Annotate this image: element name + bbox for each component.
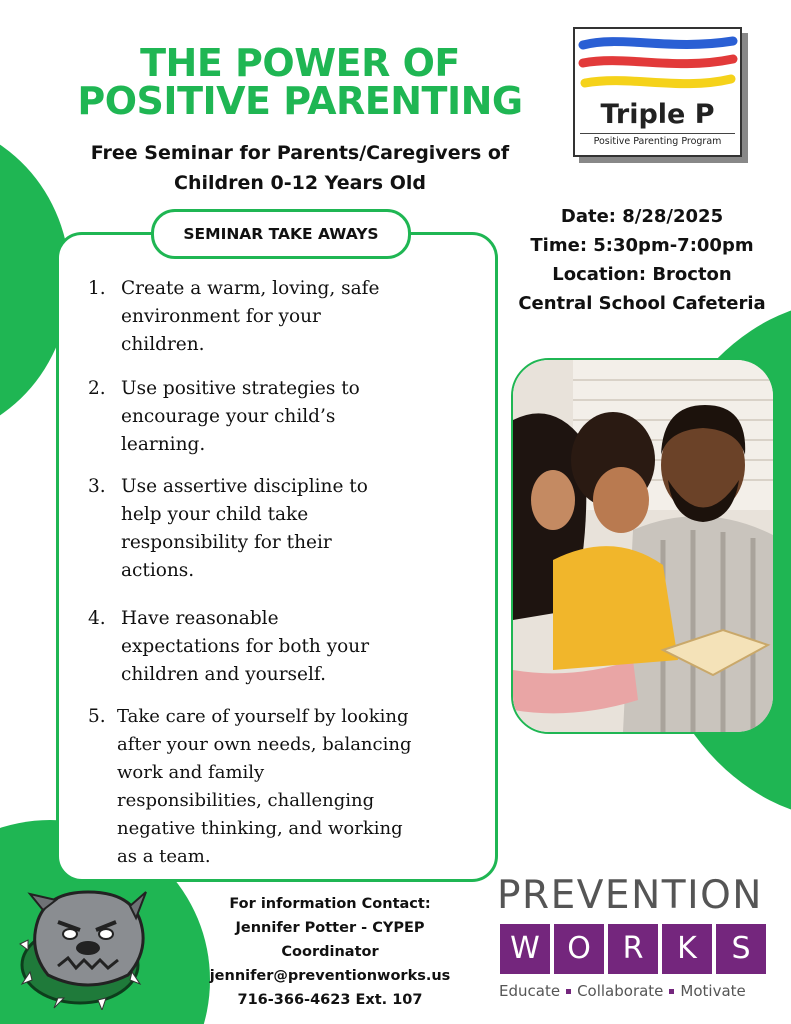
takeaway-line: Create a warm, loving, safe — [121, 278, 380, 299]
takeaway-line: Use positive strategies to — [121, 378, 360, 399]
works-letter: W — [500, 924, 550, 974]
contact-phone: 716-366-4623 Ext. 107 — [237, 992, 423, 1008]
takeaway-number: 3. — [88, 476, 106, 497]
takeaway-line: learning. — [121, 434, 206, 455]
takeaway-line: help your child take — [121, 504, 309, 525]
family-reading-photo — [511, 358, 775, 734]
takeaway-item — [88, 473, 478, 588]
title-line-2: POSITIVE PARENTING — [77, 79, 523, 123]
title-line-1: THE POWER OF — [140, 41, 460, 85]
bullet-icon — [566, 989, 571, 994]
logo-name: Triple P — [600, 99, 715, 130]
takeaway-line: Use assertive discipline to — [121, 476, 368, 497]
takeaway-number: 4. — [88, 608, 106, 629]
contact-info — [205, 892, 455, 1012]
event-date: Date: 8/28/2025 — [560, 206, 724, 227]
takeaway-item — [88, 275, 478, 365]
color-stripes-icon — [575, 29, 740, 99]
takeaway-line: negative thinking, and working — [117, 818, 403, 839]
contact-name: Jennifer Potter - CYPEP — [235, 920, 425, 936]
takeaways-heading: SEMINAR TAKE AWAYS — [151, 209, 411, 259]
takeaway-line: environment for your — [121, 306, 321, 327]
event-location-line-1: Location: Brocton — [552, 264, 732, 285]
event-time: Time: 5:30pm-7:00pm — [530, 235, 754, 256]
takeaway-item — [88, 375, 478, 465]
tagline-word: Motivate — [680, 982, 746, 1000]
takeaway-line: encourage your child’s — [121, 406, 336, 427]
subtitle-line-1: Free Seminar for Parents/Caregivers of — [90, 142, 510, 164]
bullet-icon — [669, 989, 674, 994]
triple-p-logo — [573, 27, 742, 157]
takeaway-line: work and family — [117, 762, 265, 783]
yellow-stripe — [585, 79, 731, 84]
takeaway-number: 2. — [88, 378, 106, 399]
event-details — [500, 202, 784, 318]
family-photo-illustration — [513, 360, 773, 732]
bulldog-icon — [18, 880, 168, 1010]
takeaway-number: 1. — [88, 278, 106, 299]
subtitle-line-2: Children 0-12 Years Old — [174, 172, 426, 194]
contact-email[interactable]: jennifer@preventionworks.us — [209, 968, 451, 984]
flyer-subtitle — [60, 138, 540, 198]
right-eye — [99, 929, 113, 939]
tagline-word: Educate — [499, 982, 561, 1000]
red-stripe — [583, 59, 733, 64]
takeaway-item — [88, 605, 478, 695]
mother-face — [531, 470, 575, 530]
takeaway-line: children. — [121, 334, 205, 355]
takeaway-line: after your own needs, balancing — [117, 734, 412, 755]
prevention-works-tagline — [499, 982, 769, 1000]
takeaway-line: expectations for both your — [121, 636, 370, 657]
works-letter: K — [662, 924, 712, 974]
event-location-line-2: Central School Cafeteria — [518, 293, 766, 314]
bulldog-head — [35, 892, 143, 985]
flyer-title — [30, 41, 570, 123]
bulldog-mascot — [18, 880, 168, 1010]
takeaway-line: children and yourself. — [121, 664, 326, 685]
child-sweater — [553, 546, 678, 670]
contact-heading: For information Contact: — [229, 896, 431, 912]
left-eye — [63, 929, 77, 939]
takeaway-line: Have reasonable — [121, 608, 279, 629]
takeaway-line: as a team. — [117, 846, 211, 867]
takeaway-line: responsibilities, challenging — [117, 790, 375, 811]
contact-role: Coordinator — [281, 944, 379, 960]
takeaway-item — [88, 703, 488, 873]
tagline-word: Collaborate — [577, 982, 664, 1000]
logo-tagline: Positive Parenting Program — [580, 133, 735, 147]
takeaway-line: Take care of yourself by looking — [117, 706, 409, 727]
works-letter: R — [608, 924, 658, 974]
works-letter: S — [716, 924, 766, 974]
prevention-works-wordmark: PREVENTION — [497, 873, 763, 918]
works-letter: O — [554, 924, 604, 974]
takeaway-number: 5. — [88, 706, 106, 727]
child-face — [593, 467, 649, 533]
takeaway-line: responsibility for their — [121, 532, 332, 553]
takeaway-line: actions. — [121, 560, 195, 581]
nose — [76, 941, 100, 955]
blue-stripe — [583, 41, 733, 45]
works-letter-blocks — [500, 924, 766, 974]
